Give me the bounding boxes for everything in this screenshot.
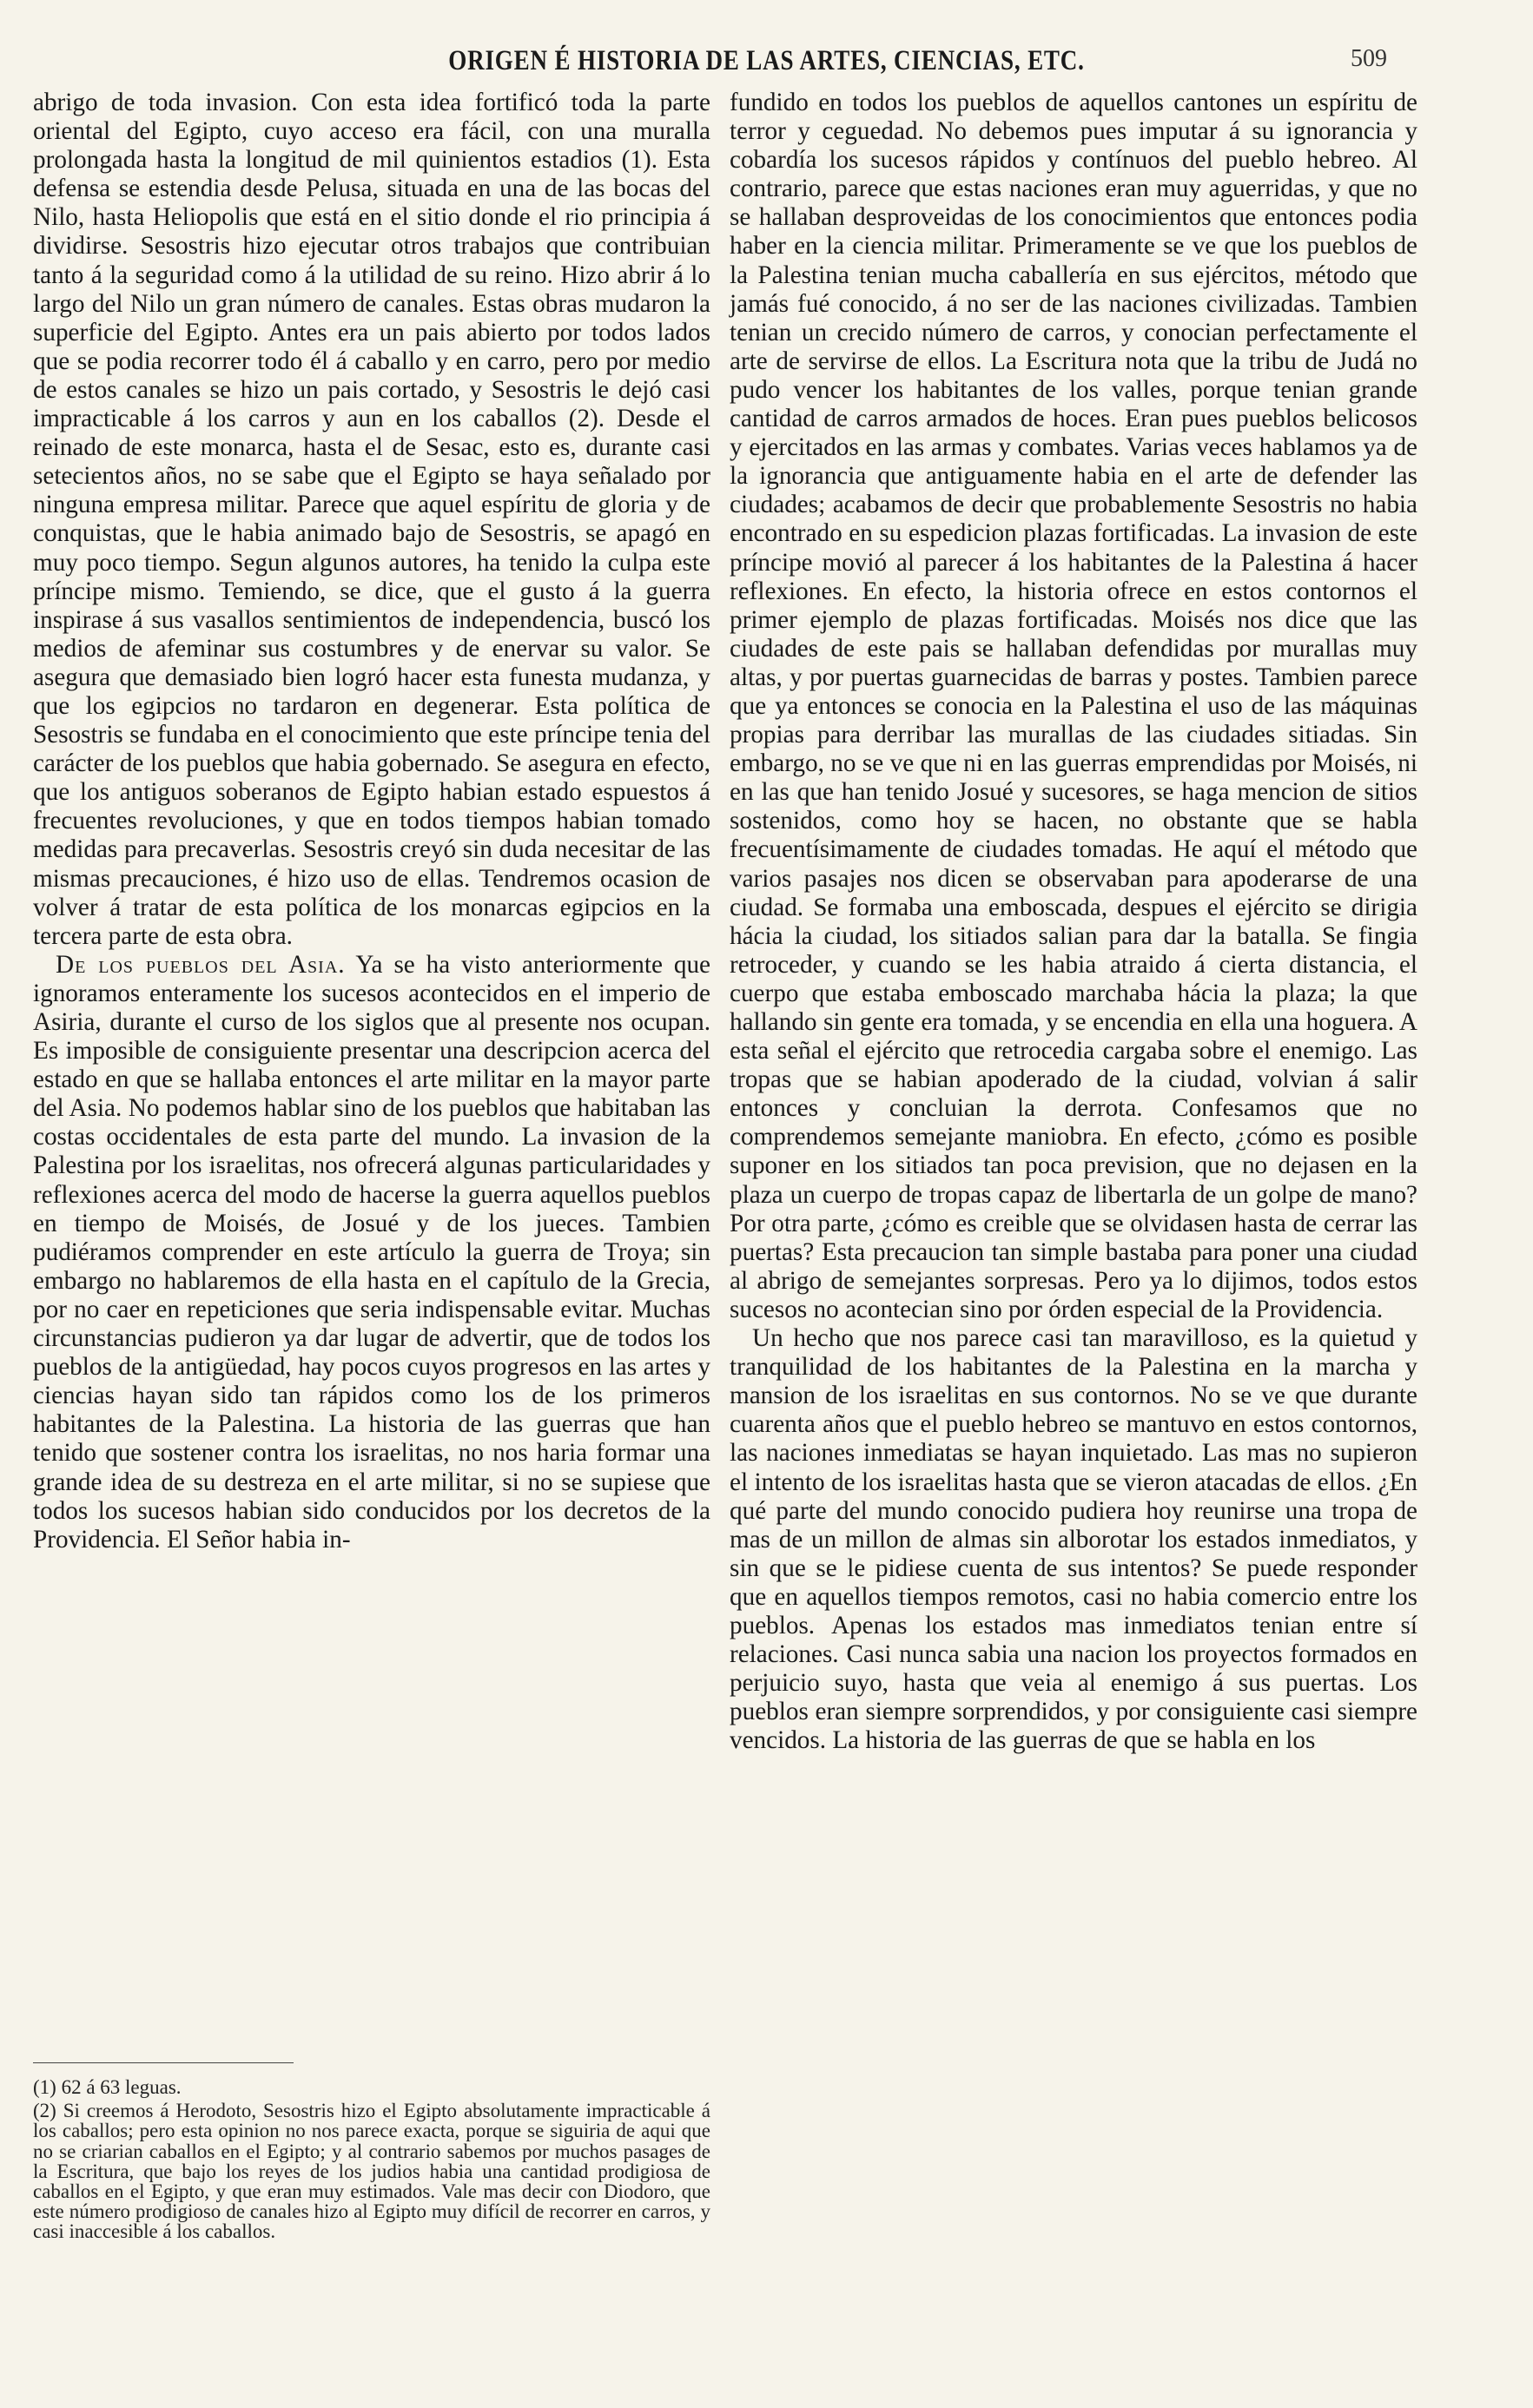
footnote-1: (1) 62 á 63 leguas. — [33, 2076, 182, 2098]
footnote-2: (2) Si creemos á Herodoto, Sesostris hizo el Egipto absolutamente impracticable á los caballos; pero esta opinion no nos parece exacta, porque se siguiria de aqui que no se criarian caballos en el Egipto; y al contrario sabemos por muchos pasages de la Escritura, que bajo los reyes de los judios habia una cantidad prodigiosa de caballos en el Egipto, y que eran muy estimados. Vale mas decir con Diodoro, que este número prodigioso de canales hizo al Egipto muy difícil de recorrer en carros, y casi inaccesible á los caballos. — [33, 2100, 710, 2243]
right-paragraph-1: fundido en todos los pueblos de aquellos cantones un espíritu de terror y ceguedad. No debemos pues imputar á su ignorancia y cobardía los sucesos rápidos y contínuos del pueblo hebreo. Al contrario, parece que estas naciones eran muy aguerridas, y que no se hallaban desproveidas de los conocimientos que entonces podia haber en la ciencia militar. Primeramente se ve que los pueblos de la Palestina tenian mucha caballería en sus ejércitos, método que jamás fué conocido, á no ser de las naciones civilizadas. Tambien tenian un crecido número de carros, y conocian perfectamente el arte de servirse de ellos. La Escritura nota que la tribu de Judá no pudo vencer los habitantes de los valles, porque tenian grande cantidad de carros armados de hoces. Eran pues pueblos belicosos y ejercitados en las armas y combates. Varias veces hablamos ya de la ignorancia que antiguamente habia en el arte de defender las ciudades; acabamos de decir que probablemente Sesostris no habia encontrado en su espedicion plazas fortificadas. La invasion de este príncipe movió al parecer á los habitantes de la Palestina á hacer reflexiones. En efecto, la historia ofrece en estos contornos el primer ejemplo de plazas fortificadas. Moisés nos dice que las ciudades de este pais se hallaban defendidas por murallas muy altas, y por puertas guarnecidas de barras y postes. Tambien parece que ya entonces se conocia en la Palestina el uso de las máquinas propias para derribar las murallas de las ciudades sitiadas. Sin embargo, no se ve que ni en las guerras emprendidas por Moisés, ni en las que han tenido Josué y sucesores, se haga mencion de sitios sostenidos, como hoy se hacen, no obstante que se habla frecuentísimamente de ciudades tomadas. He aquí el método que varios pasajes nos dicen se observaban para apoderarse de una ciudad. Se formaba una emboscada, despues el ejército se dirigia hácia la ciudad, los sitiados salian para dar la batalla. Se fingia retroceder, y cuando se les habia atraido á cierta distancia, el cuerpo que estaba emboscado marchaba hácia la plaza; la que hallando sin gente era tomada, y se encendia en ella una hoguera. A esta señal el ejército que retrocedia cargaba sobre el enemigo. Las tropas que se habian apoderado de la ciudad, volvian á salir entonces y concluian la derrota. Confesamos que no comprendemos semejante maniobra. En efecto, ¿cómo es posible suponer en los sitiados tan poca prevision, que no dejasen en la plaza un cuerpo de tropas capaz de libertarla de un golpe de mano? Por otra parte, ¿cómo es creible que se olvidasen hasta de cerrar las puertas? Esta precaucion tan simple bastaba para poner una ciudad al abrigo de semejantes sorpresas. Pero ya lo dijimos, todos estos sucesos no acontecian sino por órden especial de la Providencia. — [730, 89, 1417, 1323]
left-column — [33, 89, 710, 1554]
section-heading-asia: De los pueblos del Asia. — [56, 950, 346, 979]
left-paragraph-1: abrigo de toda invasion. Con esta idea fortificó toda la parte oriental del Egipto, cuyo acceso era fácil, con una muralla prolongada hasta la longitud de mil quinientos estadios (1). Esta defensa se estendia desde Pelusa, situada en una de las bocas del Nilo, hasta Heliopolis que está en el sitio donde el rio principia á dividirse. Sesostris hizo ejecutar otros trabajos que contribuian tanto á la seguridad como á la utilidad de su reino. Hizo abrir á lo largo del Nilo un gran número de canales. Estas obras mudaron la superficie del Egipto. Antes era un pais abierto por todos lados que se podia recorrer todo él á caballo y en carro, pero por medio de estos canales se hizo un pais cortado, y Sesostris le dejó casi impracticable á los carros y aun en los caballos (2). Desde el reinado de este monarca, hasta el de Sesac, esto es, durante casi setecientos años, no se sabe que el Egipto se haya señalado por ninguna empresa militar. Parece que aquel espíritu de gloria y de conquistas, que le habia animado bajo de Sesostris, se apagó en muy poco tiempo. Segun algunos autores, ha tenido la culpa este príncipe mismo. Temiendo, se dice, que el gusto á la guerra inspirase á sus vasallos sentimientos de independencia, buscó los medios de afeminar sus costumbres y de enervar su valor. Se asegura que demasiado bien logró hacer esta funesta mudanza, y que los egipcios no tardaron en degenerar. Esta política de Sesostris se fundaba en el conocimiento que este príncipe tenia del carácter de los pueblos que habia gobernado. Se asegura en efecto, que los antiguos soberanos de Egipto habian estado espuestos á frecuentes revoluciones, y que en todos tiempos habian tomado medidas para precaverlas. Sesostris creyó sin duda necesitar de las mismas precauciones, é hizo uso de ellas. Tendremos ocasion de volver á tratar de esta política de los monarcas egipcios en la tercera parte de esta obra. — [33, 89, 710, 950]
header-title: ORIGEN É HISTORIA DE LAS ARTES, CIENCIAS, ETC. — [448, 45, 1085, 76]
right-paragraph-2: Un hecho que nos parece casi tan maravilloso, es la quietud y tranquilidad de los habitantes de la Palestina en la marcha y mansion de los israelitas en sus contornos. No se ve que durante cuarenta años que el pueblo hebreo se mantuvo en estos contornos, las naciones inmediatas se hayan inquietado. Las mas no supieron el intento de los israelitas hasta que se vieron atacadas de ellos. ¿En qué parte del mundo conocido pudiera hoy reunirse una tropa de mas de un millon de almas sin alborotar los estados inmediatos, y sin que se le pidiese cuenta de sus intentos? Se puede responder que en aquellos tiempos remotos, casi no habia comercio entre los pueblos. Apenas los estados mas inmediatos tenian entre sí relaciones. Casi nunca sabia una nacion los proyectos formados en perjuicio suyo, hasta que veia al enemigo á sus puertas. Los pueblos eran siempre sorprendidos, y por consiguiente casi siempre vencidos. La historia de las guerras de que se habla en los — [730, 1324, 1417, 1755]
left-paragraph-2-text: Ya se ha visto anteriormente que ignoramos enteramente los sucesos acontecidos en el imperio de Asiria, durante el curso de los siglos que al presente nos ocupan. Es imposible de consiguiente presentar una descripcion acerca del estado en que se hallaba entonces el arte militar en la mayor parte del Asia. No podemos hablar sino de los pueblos que habitaban las costas occidentales de esta parte del mundo. La invasion de la Palestina por los israelitas, nos ofrecerá algunas particularidades y reflexiones acerca del modo de hacerse la guerra aquellos pueblos en tiempo de Moisés, de Josué y de los jueces. Tambien pudiéramos comprender en este artículo la guerra de Troya; sin embargo no hablaremos de ella hasta en el capítulo de la Grecia, por no caer en repeticiones que seria indispensable evitar. Muchas circunstancias pudieron ya dar lugar de advertir, que de todos los pueblos de la antigüedad, hay pocos cuyos progresos en las artes y ciencias hayan sido tan rápidos como los de los primeros habitantes de la Palestina. La historia de las guerras que han tenido que sostener contra los israelitas, no nos haria formar una grande idea de su destreza en el arte militar, si no se supiese que todos los sucesos habian sido conducidos por los decretos de la Providencia. El Señor habia in- — [33, 950, 710, 1554]
running-header — [0, 45, 1533, 85]
left-paragraph-2 — [33, 951, 710, 1554]
page-number: 509 — [1351, 45, 1387, 72]
right-column — [730, 89, 1417, 1755]
footnotes — [33, 2077, 710, 2242]
footnote-divider — [33, 2062, 294, 2063]
